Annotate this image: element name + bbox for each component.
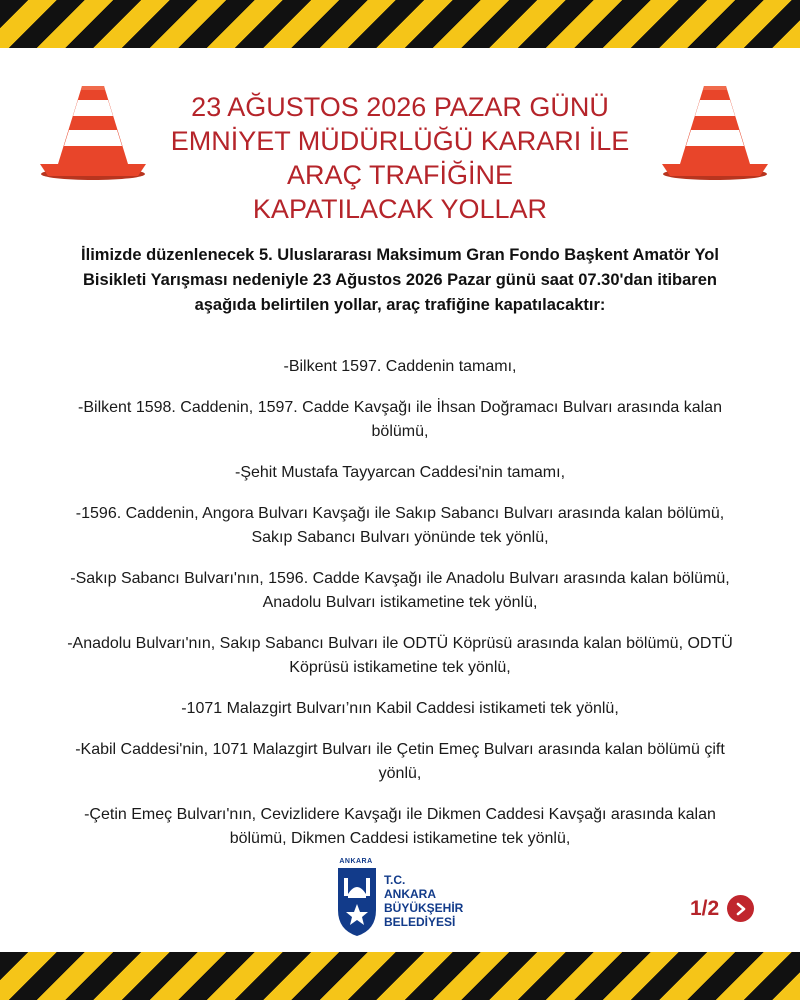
headline-line: KAPATILACAK YOLLAR [252, 194, 548, 224]
list-item: -Çetin Emeç Bulvarı'nın, Cevizlidere Kavşağı ile Dikmen Caddesi Kavşağı arasında kalan bölümü, Dikmen Caddesi istikametine tek yönlü, [84, 806, 716, 847]
logo-line: ANKARA [384, 887, 436, 901]
traffic-cone-icon [660, 84, 770, 184]
list-item: -Bilkent 1598. Caddenin, 1597. Cadde Kavşağı ile İhsan Doğramacı Bulvarı arasında kalan bölümü, [78, 399, 722, 440]
headline-line: ARAÇ TRAFİĞİNE [286, 160, 514, 190]
headline-line: EMNİYET MÜDÜRLÜĞÜ KARARI İLE [170, 126, 630, 156]
hazard-stripe-bottom [0, 952, 800, 1000]
list-item: -1596. Caddenin, Angora Bulvarı Kavşağı ile Sakıp Sabancı Bulvarı arasında kalan bölümü, Sakıp Sabancı Bulvarı yönünde tek yönlü, [75, 505, 725, 546]
list-item: -Şehit Mustafa Tayyarcan Caddesi'nin tamamı, [234, 464, 566, 481]
next-page-button[interactable] [727, 895, 754, 922]
headline-line: 23 AĞUSTOS 2026 PAZAR GÜNÜ [191, 92, 609, 122]
list-item: -Bilkent 1597. Caddenin tamamı, [283, 358, 517, 375]
logo-line: BELEDİYESİ [384, 915, 456, 929]
chevron-right-icon [734, 902, 748, 916]
logo-mark-label: ANKARA [339, 858, 373, 865]
municipality-logo-icon [336, 866, 378, 938]
logo-line: T.C. [384, 873, 406, 887]
page-indicator: 1/2 [690, 896, 720, 920]
headline [170, 90, 630, 226]
hazard-stripe-top [0, 0, 800, 48]
pager [690, 895, 754, 922]
list-item: -1071 Malazgirt Bulvarı’nın Kabil Caddesi istikameti tek yönlü, [181, 700, 619, 717]
list-item: -Anadolu Bulvarı'nın, Sakıp Sabancı Bulvarı ile ODTÜ Köprüsü arasında kalan bölümü, ODTÜ Köprüsü istikametine tek yönlü, [67, 635, 733, 676]
municipality-name [384, 873, 463, 929]
list-item: -Kabil Caddesi'nin, 1071 Malazgirt Bulvarı ile Çetin Emeç Bulvarı arasında kalan bölümü çift yönlü, [75, 741, 725, 782]
closed-roads-list [60, 355, 740, 868]
traffic-cone-icon [38, 84, 148, 184]
list-item: -Sakıp Sabancı Bulvarı'nın, 1596. Cadde Kavşağı ile Anadolu Bulvarı arasında kalan bölümü, Anadolu Bulvarı istikametine tek yönlü, [70, 570, 730, 611]
intro-paragraph: İlimizde düzenlenecek 5. Uluslararası Maksimum Gran Fondo Başkent Amatör Yol Bisikleti Yarışması nedeniyle 23 Ağustos 2026 Pazar günü saat 07.30'dan itibaren aşağıda belirtilen yollar, araç trafiğine kapatılacaktır: [81, 246, 719, 314]
logo-line: BÜYÜKŞEHİR [384, 901, 464, 915]
